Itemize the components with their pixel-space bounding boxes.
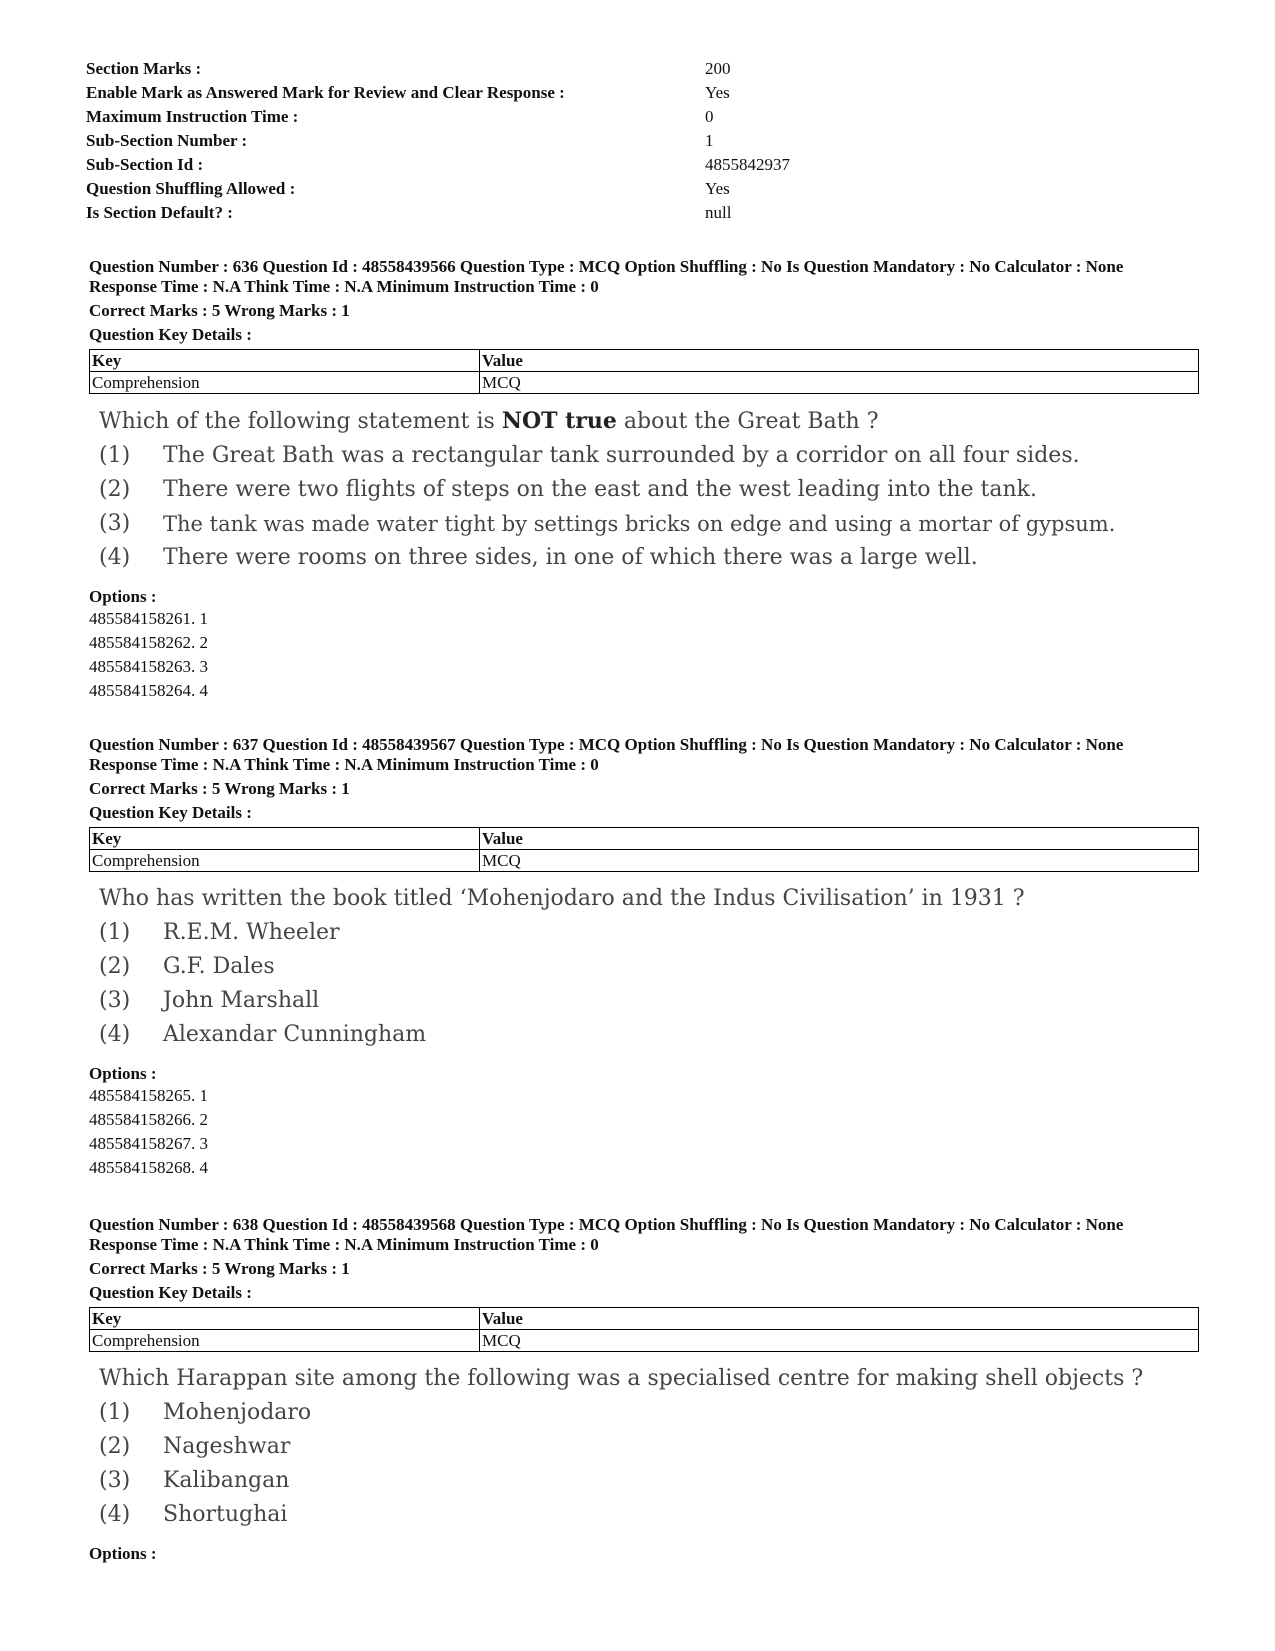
question-block xyxy=(89,735,1199,1180)
option-id: 485584158263. 3 xyxy=(89,657,208,676)
options-label: Options : xyxy=(89,587,157,606)
choice-number: (3) xyxy=(99,511,131,536)
key-details-table xyxy=(89,1307,1199,1352)
options-label: Options : xyxy=(89,1544,157,1563)
choice-line xyxy=(99,1430,1199,1464)
table-header-key: Key xyxy=(90,350,480,372)
question-timing: Response Time : N.A Think Time : N.A Minimum Instruction Time : 0 xyxy=(89,277,599,296)
choice-text: Shortughai xyxy=(163,1502,288,1527)
choice-text: Kalibangan xyxy=(163,1468,290,1493)
table-header-value: Value xyxy=(480,828,1199,850)
choice-text: The tank was made water tight by settings bricks on edge and using a mortar of gypsum. xyxy=(163,512,1116,536)
meta-value: null xyxy=(705,203,732,222)
table-cell-value: MCQ xyxy=(480,1330,1199,1352)
choice-text: Alexandar Cunningham xyxy=(163,1022,427,1047)
meta-label: Sub-Section Id : xyxy=(86,155,204,174)
table-header-value: Value xyxy=(480,1308,1199,1330)
table-cell-key: Comprehension xyxy=(90,372,480,394)
key-details-label: Question Key Details : xyxy=(89,803,252,822)
choice-line xyxy=(99,473,1199,507)
choice-text: R.E.M. Wheeler xyxy=(163,920,340,945)
choice-number: (2) xyxy=(99,1434,131,1459)
question-stem xyxy=(99,404,1199,439)
choice-line xyxy=(99,439,1199,473)
choice-line xyxy=(99,1464,1199,1498)
table-header-key: Key xyxy=(90,828,480,850)
question-marks: Correct Marks : 5 Wrong Marks : 1 xyxy=(89,301,350,320)
choice-line xyxy=(99,541,1199,575)
option-id: 485584158262. 2 xyxy=(89,633,208,652)
question-text xyxy=(89,1362,1199,1532)
choice-text: Nageshwar xyxy=(163,1434,291,1459)
choice-number: (4) xyxy=(99,545,131,570)
choice-text: John Marshall xyxy=(163,988,320,1013)
table-header-value: Value xyxy=(480,350,1199,372)
table-cell-value: MCQ xyxy=(480,850,1199,872)
choice-number: (1) xyxy=(99,443,131,468)
choice-number: (1) xyxy=(99,1400,131,1425)
key-details-table xyxy=(89,827,1199,872)
table-cell-key: Comprehension xyxy=(90,1330,480,1352)
choice-line xyxy=(99,950,1199,984)
meta-label: Maximum Instruction Time : xyxy=(86,107,299,126)
meta-value: 4855842937 xyxy=(705,155,790,174)
meta-label: Section Marks : xyxy=(86,59,202,78)
choice-line xyxy=(99,1396,1199,1430)
choice-number: (2) xyxy=(99,477,131,502)
choice-number: (3) xyxy=(99,1468,131,1493)
question-header: Question Number : 637 Question Id : 48558439567 Question Type : MCQ Option Shuffling : No Is Question Mandatory : No Calculator : None xyxy=(89,735,1124,754)
key-details-label: Question Key Details : xyxy=(89,1283,252,1302)
meta-label: Enable Mark as Answered Mark for Review and Clear Response : xyxy=(86,83,565,102)
option-id: 485584158268. 4 xyxy=(89,1158,208,1177)
question-marks: Correct Marks : 5 Wrong Marks : 1 xyxy=(89,1259,350,1278)
meta-value: 1 xyxy=(705,131,714,150)
meta-value: 200 xyxy=(705,59,731,78)
choice-text: There were rooms on three sides, in one of which there was a large well. xyxy=(163,545,978,570)
question-stem xyxy=(99,1362,1199,1396)
choice-text: The Great Bath was a rectangular tank surrounded by a corridor on all four sides. xyxy=(163,443,1080,468)
stem-emphasis: NOT true xyxy=(501,408,617,434)
stem-text: Which Harappan site among the following was a specialised centre for making shell objects ? xyxy=(99,1366,1144,1391)
choice-number: (4) xyxy=(99,1022,131,1047)
choice-number: (3) xyxy=(99,988,131,1013)
choice-line xyxy=(99,916,1199,950)
table-cell-value: MCQ xyxy=(480,372,1199,394)
option-id: 485584158261. 1 xyxy=(89,609,208,628)
option-id: 485584158267. 3 xyxy=(89,1134,208,1153)
key-details-label: Question Key Details : xyxy=(89,325,252,344)
option-id: 485584158266. 2 xyxy=(89,1110,208,1129)
choice-number: (1) xyxy=(99,920,131,945)
key-details-table xyxy=(89,349,1199,394)
choice-number: (2) xyxy=(99,954,131,979)
choice-text: Mohenjodaro xyxy=(163,1400,312,1425)
meta-value: Yes xyxy=(705,179,730,198)
meta-value: 0 xyxy=(705,107,714,126)
choice-text: There were two flights of steps on the east and the west leading into the tank. xyxy=(163,477,1038,502)
stem-text: Who has written the book titled ‘Mohenjodaro and the Indus Civilisation’ in 1931 ? xyxy=(99,886,1025,911)
meta-label: Is Section Default? : xyxy=(86,203,233,222)
question-timing: Response Time : N.A Think Time : N.A Minimum Instruction Time : 0 xyxy=(89,755,599,774)
options-label: Options : xyxy=(89,1064,157,1083)
question-text xyxy=(89,882,1199,1052)
choice-line xyxy=(99,1018,1199,1052)
question-header: Question Number : 636 Question Id : 48558439566 Question Type : MCQ Option Shuffling : No Is Question Mandatory : No Calculator : None xyxy=(89,257,1124,276)
option-id: 485584158265. 1 xyxy=(89,1086,208,1105)
choice-line xyxy=(99,1498,1199,1532)
meta-value: Yes xyxy=(705,83,730,102)
stem-text: Which of the following statement is xyxy=(99,409,502,434)
question-marks: Correct Marks : 5 Wrong Marks : 1 xyxy=(89,779,350,798)
meta-label: Question Shuffling Allowed : xyxy=(86,179,296,198)
meta-label: Sub-Section Number : xyxy=(86,131,248,150)
question-header: Question Number : 638 Question Id : 48558439568 Question Type : MCQ Option Shuffling : No Is Question Mandatory : No Calculator : None xyxy=(89,1215,1124,1234)
table-cell-key: Comprehension xyxy=(90,850,480,872)
table-header-key: Key xyxy=(90,1308,480,1330)
question-stem xyxy=(99,882,1199,916)
question-text xyxy=(89,404,1199,575)
question-block xyxy=(89,1215,1199,1564)
option-id: 485584158264. 4 xyxy=(89,681,208,700)
question-timing: Response Time : N.A Think Time : N.A Minimum Instruction Time : 0 xyxy=(89,1235,599,1254)
stem-text: about the Great Bath ? xyxy=(616,409,879,434)
choice-line xyxy=(99,984,1199,1018)
question-block xyxy=(89,257,1199,703)
choice-number: (4) xyxy=(99,1502,131,1527)
choice-line xyxy=(99,507,1199,541)
choice-text: G.F. Dales xyxy=(163,954,275,979)
